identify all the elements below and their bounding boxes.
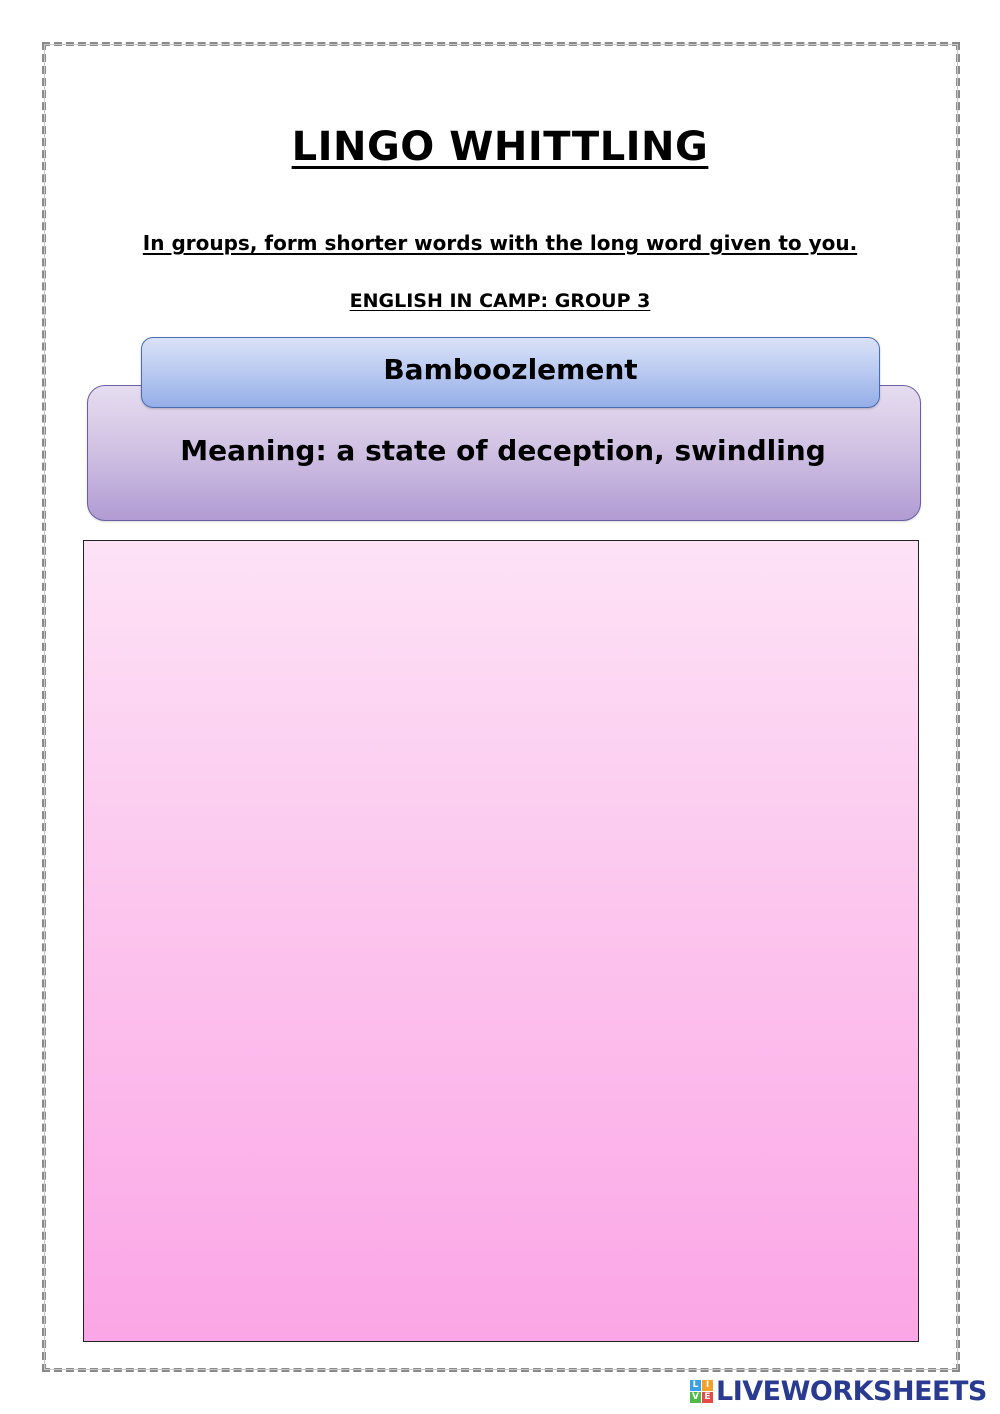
logo-letter-l: L [690, 1380, 701, 1391]
answer-area[interactable] [83, 540, 919, 1342]
page-title: LINGO WHITTLING [291, 124, 709, 170]
instruction-text: In groups, form shorter words with the long word given to you. [142, 231, 858, 255]
long-word-text: Bamboozlement [383, 353, 638, 386]
meaning-text: Meaning: a state of deception, swindling [180, 434, 826, 467]
liveworksheets-logo [690, 1374, 987, 1408]
logo-letter-e: E [702, 1392, 713, 1403]
logo-mark-icon [690, 1380, 713, 1403]
logo-text: LIVEWORKSHEETS [716, 1375, 987, 1407]
logo-letter-i: I [702, 1380, 713, 1391]
group-label: ENGLISH IN CAMP: GROUP 3 [349, 290, 651, 312]
logo-letter-v: V [690, 1392, 701, 1403]
